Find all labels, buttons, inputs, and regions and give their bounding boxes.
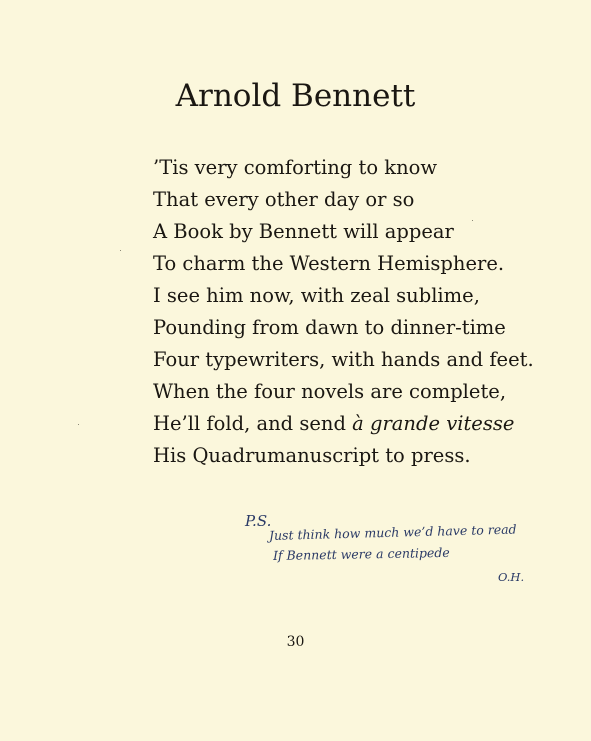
postscript-signature: O.H. bbox=[498, 570, 525, 584]
poem-line-4: To charm the Western Hemisphere. bbox=[153, 252, 505, 275]
poem-line-10: His Quadrumanuscript to press. bbox=[153, 444, 471, 467]
paper-speck bbox=[472, 220, 473, 221]
poem bbox=[153, 152, 534, 472]
poem-line-6: Pounding from dawn to dinner-time bbox=[153, 316, 506, 339]
poem-line-5: I see him now, with zeal sublime, bbox=[153, 284, 480, 307]
paper-speck bbox=[120, 250, 121, 251]
poem-line-2: That every other day or so bbox=[153, 188, 415, 211]
paper-speck bbox=[78, 424, 79, 425]
page-title: Arnold Bennett bbox=[175, 78, 416, 114]
poem-line-1: ’Tis very comforting to know bbox=[153, 156, 438, 179]
poem-line-9 bbox=[153, 408, 534, 440]
poem-line-8: When the four novels are complete, bbox=[153, 380, 507, 403]
poem-line-3: A Book by Bennett will appear bbox=[153, 220, 454, 243]
postscript-label: P.S. bbox=[245, 512, 272, 530]
page-number: 30 bbox=[286, 634, 305, 650]
poem-italic-phrase: à grande vitesse bbox=[352, 412, 515, 435]
postscript-line-2: If Bennett were a centipede bbox=[272, 544, 450, 563]
poem-line-7: Four typewriters, with hands and feet. bbox=[153, 348, 534, 371]
postscript-line-1: Just think how much we’d have to read bbox=[268, 521, 517, 543]
poem-line-9-text: He’ll fold, and send bbox=[153, 412, 353, 435]
